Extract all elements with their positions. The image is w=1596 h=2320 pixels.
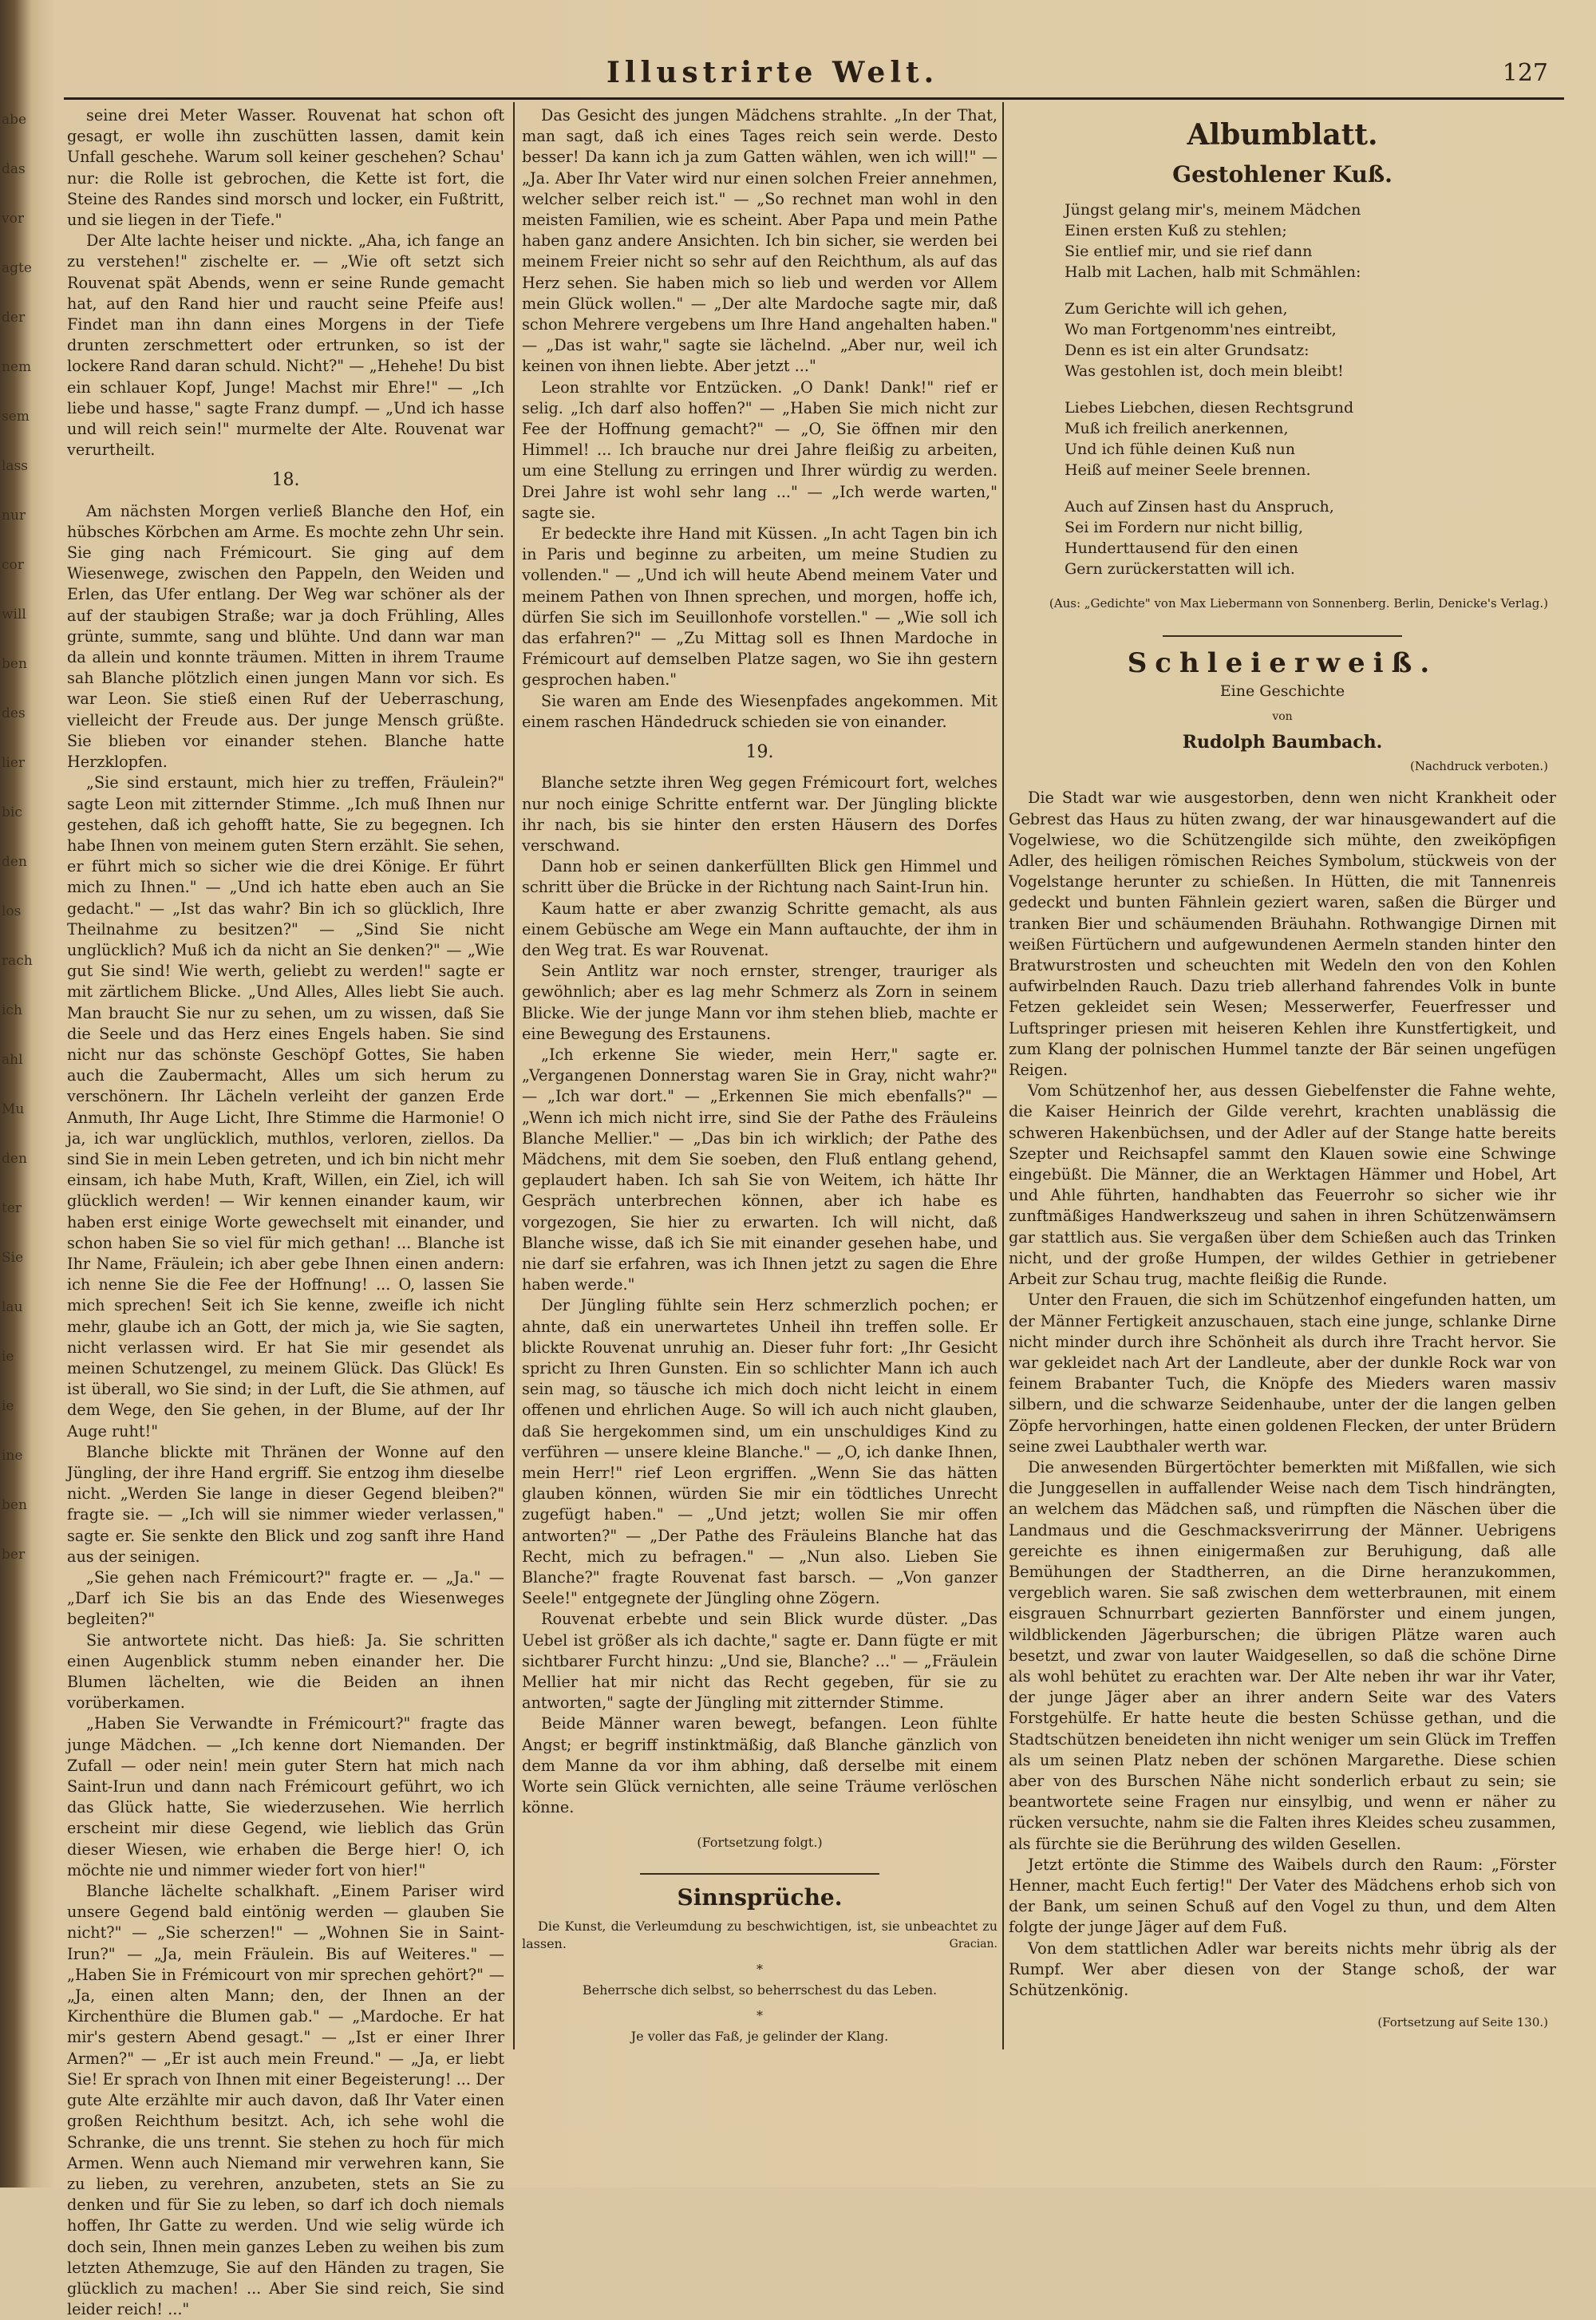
margin-fragment: rach — [2, 953, 33, 969]
col2-section-19-text — [522, 773, 998, 1818]
poem-line: Einen ersten Kuß zu stehlen; — [1065, 222, 1287, 240]
star-separator: * — [757, 2008, 763, 2024]
poem-line: Sei im Fordern nur nicht billig, — [1065, 519, 1304, 537]
column-divider-2 — [1002, 102, 1004, 2049]
paragraph: „Ich erkenne Sie wieder, mein Herr," sagte er. „Vergangenen Donnerstag waren Sie in Gray, nicht wahr?" — „Ich war dort." — „Erkennen Sie mich ebenfalls?" — „Wenn ich mich nicht irre, sind Sie der Pathe des Fräuleins Blanche Mellier." — „Das bin ich wirklich; der Pathe des Mädchens, mit dem Sie soeben, den Fluß entlang gehend, geplaudert haben. Ich sah Sie von Weitem, ich hätte Ihr Gespräch unterbrechen können, aber ich habe es vorgezogen, Sie hier zu erwarten. Ich will nicht, daß Blanche wisse, daß ich Sie mit einander gesehen habe, und nie darf sie erfahren, was ich Ihnen jetzt zu sagen die Ehre haben werde." — [522, 1045, 998, 1294]
aphorism-text: Beherrsche dich selbst, so beherrschest du das Leben. — [582, 1982, 938, 1998]
continuation-note: (Fortsetzung folgt.) — [697, 1835, 823, 1851]
poem-line: Gern zurückerstatten will ich. — [1065, 560, 1295, 579]
poem-line: Denn es ist ein alter Grundsatz: — [1065, 342, 1310, 360]
paragraph: Der Jüngling fühlte sein Herz schmerzlich pochen; er ahnte, daß ein unerwartetes Unheil ihn treffen solle. Er blickte Rouvenat unruhig an. Dieser fuhr fort: „Ihr Gesicht spricht zu Ihren Gunsten. Ein so schlichter Mann ich auch sein mag, so täusche ich mich doch nicht leicht in einem offenen und ehrlichen Auge. So will ich auch nicht glauben, daß Sie hergekommen sind, um ein unschuldiges Kind zu verführen — unsere kleine Blanche." — „O, ich danke Ihnen, mein Herr!" rief Leon ergriffen. „Wenn Sie das hätten glauben können, würden Sie mir ein tödtliches Unrecht zugefügt haben." — „Und jetzt; wollen Sie mir offen antworten?" — „Der Pathe des Fräuleins Blanche hat das Recht, mich zu befragen." — „Nun also. Lieben Sie Blanche?" fragte Rouvenat fast barsch. — „Von ganzer Seele!" entgegnete der Jüngling ohne Zögern. — [522, 1296, 998, 1608]
margin-fragment: ich — [2, 1002, 22, 1018]
separator-rule — [640, 1873, 879, 1875]
margin-fragment: will — [2, 607, 26, 622]
aphorism-author: Gracian. — [949, 1937, 998, 1950]
paragraph: Die Stadt war wie ausgestorben, denn wen nicht Krankheit oder Gebrest das Haus zu hüten zwang, der war hinausgewandert auf die Vogelwiese, wo die Schützengilde sich mühte, den zweiköpfigen Adler, des heiligen römischen Reiches Symbolum, stückweis von der Vogelstange herunter zu schießen. In Hütten, die mit Tannenreis gedeckt und bunten Fähnlein geziert waren, saßen die Bürger und tranken Bier und schäumenden Bräuhahn. Rothwangige Dirnen mit weißen Fürtüchern und aufgewundenen Aermeln standen hinter den Bratwurstrosten und scheuchten mit Wedeln den von den Kohlen aufwirbelnden Rauch. Dazu trieb allerhand fahrendes Volk in bunte Fetzen gekleidet sein Wesen; Messerwerfer, Feuerfresser und Luftspringer priesen mit heiseren Kehlen ihre Kunstfertigkeit, und zum Klang der polnischen Hummel tanzte der Bär seinen ungefügen Reigen. — [1009, 788, 1556, 1080]
aphorism — [522, 1918, 998, 1953]
poem-line: Wo man Fortgenomm'nes eintreibt, — [1065, 321, 1337, 339]
paragraph: Unter den Frauen, die sich im Schützenhof eingefunden hatten, um der Männer Fertigkeit anzuschauen, stach eine junge, schlanke Dirne nicht minder durch ihre Schönheit als durch ihre Tracht hervor. Sie war gekleidet nach Art der Landleute, aber der dunkle Rock war von feinem Brabanter Tuch, die Knöpfe des Mieders waren massiv silbern, und die schwarze Seidenhaube, unter der die langen gelben Zöpfe hervorhingen, hatte einen goldenen Flecken, der unter Brüdern seine zwei Laubthaler werth war. — [1009, 1290, 1556, 1456]
section-number-19: 19. — [745, 742, 774, 763]
poem-line: Zum Gerichte will ich gehen, — [1065, 300, 1288, 318]
margin-fragment: ahl — [2, 1052, 23, 1068]
margin-fragment: bic — [2, 804, 22, 820]
margin-fragment: lau — [2, 1299, 23, 1315]
paragraph: Sie antwortete nicht. Das hieß: Ja. Sie schritten einen Augenblick stumm neben einander her. Die Blumen lächelten, wie die Beiden an ihnen vorüberkamen. — [67, 1630, 504, 1713]
separator-rule-right — [1163, 635, 1402, 637]
star-separator: * — [757, 1961, 763, 1977]
margin-fragment: ter — [2, 1200, 22, 1216]
margin-fragment: ber — [2, 1547, 26, 1563]
paragraph: Am nächsten Morgen verließ Blanche den Hof, ein hübsches Körbchen am Arme. Es mochte zehn Uhr sein. Sie ging nach Frémicourt. Sie ging auf dem Wiesenwege, zwischen den Pappeln, den Weiden und Erlen, das Ufer entlang. Der Weg war schöner als der auf der staubigen Straße; war ja doch Frühling, Alles grünte, summte, sang und blühte. Und dann war man da allein und konnte träumen. Mitten in ihrem Traume sah Blanche plötzlich einen jungen Mann vor sich. Es war Leon. Sie stieß einen Ruf der Ueberraschung, vielleicht der Freude aus. Der junge Mensch grüßte. Sie blieben vor einander stehen. Blanche hatte Herzklopfen. — [67, 501, 504, 772]
paragraph: Leon strahlte vor Entzücken. „O Dank! Dank!" rief er selig. „Ich darf also hoffen?" — „Haben Sie mich nicht zur Fee der Hoffnung gemacht?" — „O, Sie öffnen mir den Himmel! ... Ich brauche nur drei Jahre fleißig zu arbeiten, um eine Stellung zu erringen und Ihrer würdig zu werden. Drei Jahre ist wohl sehr lang ..." — „Ich werde warten," sagte sie. — [522, 377, 998, 522]
paragraph: „Haben Sie Verwandte in Frémicourt?" fragte das junge Mädchen. — „Ich kenne dort Niemanden. Der Zufall — oder nein! mein guter Stern hat mich nach Saint-Irun und dann nach Frémicourt geführt, wo ich das Glück hatte, Sie wiederzusehen. Wie herrlich erscheint mir diese Gegend, wie lieblich das Grün dieser Wiesen, wie erhaben die Berge hier! O, ich möchte nie und nimmer wieder fort von hier!" — [67, 1714, 504, 1879]
poem-line: Auch auf Zinsen hast du Anspruch, — [1065, 498, 1334, 516]
page-header — [64, 56, 1580, 96]
poem-line: Heiß auf meiner Seele brennen. — [1065, 461, 1311, 480]
poem-line: Sie entlief mir, und sie rief dann — [1065, 243, 1313, 261]
col2-intro-text — [522, 105, 998, 733]
aphorism-text: Je voller das Faß, je gelinder der Klang. — [630, 2029, 889, 2045]
margin-fragment: cor — [2, 557, 24, 573]
aphorism-text: Die Kunst, die Verleumdung zu beschwichtigen, ist, sie unbeachtet zu lassen. — [522, 1918, 998, 1951]
column-middle — [522, 105, 998, 2180]
margin-fragment: nem — [2, 359, 32, 375]
story-continuation: (Fortsetzung auf Seite 130.) — [1377, 2015, 1548, 2030]
margin-fragment: den — [2, 1151, 27, 1167]
margin-fragment: abe — [2, 112, 27, 128]
margin-fragment: ie — [2, 1349, 14, 1365]
margin-fragment: ben — [2, 656, 27, 672]
margin-fragment: lier — [2, 755, 26, 771]
paragraph: Blanche setzte ihren Weg gegen Frémicourt fort, welches nur noch einige Schritte entfernt war. Der Jüngling blickte ihr nach, bis sie hinter den ersten Häusern des Dorfes verschwand. — [522, 773, 998, 855]
margin-fragment: Sie — [2, 1250, 24, 1266]
page-number: 127 — [1502, 59, 1548, 87]
poem-title: Gestohlener Kuß. — [1172, 161, 1393, 188]
poem-line: Und ich fühle deinen Kuß nun — [1065, 441, 1296, 459]
margin-fragment: das — [2, 161, 26, 177]
paragraph: Er bedeckte ihre Hand mit Küssen. „In acht Tagen bin ich in Paris und beginne zu arbeiten, um meine Studien zu vollenden." — „Und ich will heute Abend meinem Vater und meinem Pathen von Ihnen sprechen, und morgen, hoffe ich, dürfen Sie sich im Seuillonhofe vorstellen." — „Wie soll ich das erfahren?" — „Zu Mittag soll es Ihnen Mardoche in Frémicourt auf demselben Platze sagen, wo Sie ihn gestern gesprochen haben." — [522, 524, 998, 690]
poem-line: Liebes Liebchen, diesen Rechtsgrund — [1065, 399, 1354, 417]
paragraph: Das Gesicht des jungen Mädchens strahlte. „In der That, man sagt, daß ich eines Tages reich sein werde. Desto besser! Da kann ich ja zum Gatten wählen, wen ich will!" — „Ja. Aber Ihr Vater wird nur einen solchen Freier annehmen, welcher selber reich ist." — „So rechnet man wohl in den meisten Familien, wie es scheint. Aber Papa und mein Pathe haben ganz andere Ansichten. Ich bin sicher, sie werden bei meinem Freier nicht so sehr auf den Reichthum, als auf das Herz sehen. Sie haben mich so lieb und werden vor Allem mein Glück wollen." — „Der alte Mardoche sagte mir, daß schon Mehrere vergebens um Ihre Hand angehalten haben." — „Das ist wahr," sagte sie lächelnd. „Aber nur, weil ich keinen von ihnen liebte. Aber jetzt ..." — [522, 106, 998, 376]
paragraph: Jetzt ertönte die Stimme des Waibels durch den Raum: „Förster Henner, macht Euch fertig!" Der Vater des Mädchens erhob sich von der Bank, um seinen Schuß auf den Vogel zu thun, und dem Alten folgte der junge Jäger auf dem Fuß. — [1009, 1855, 1556, 1937]
paragraph: Sein Antlitz war noch ernster, strenger, trauriger als gewöhnlich; aber es lag mehr Schmerz als Zorn in seinem Blicke. Wie der junge Mann vor ihm stehen blieb, machte er eine Bewegung des Erstaunens. — [522, 962, 998, 1043]
paragraph: Beide Männer waren bewegt, befangen. Leon fühlte Angst; er begriff instinktmäßig, daß Blanche gänzlich von dem Manne da vor ihm abhing, daß derselbe mit einem Worte sein Glück vernichten, alle seine Träume verlöschen könne. — [522, 1714, 998, 1817]
paragraph: Der Alte lachte heiser und nickte. „Aha, ich fange an zu verstehen!" zischelte er. — „Wie oft setzt sich Rouvenat spät Abends, wenn er seine Runde gemacht hat, auf den Rand hier und raucht seine Pfeife aus! Findet man ihn dann eines Morgens in der Tiefe drunten zerschmettert oder ertrunken, so ist der lockere Rand daran schuld. Nicht?" — „Hehehe! Du bist ein schlauer Kopf, Junge! Machst mir Ehre!" — „Ich liebe und hasse," sagte Franz dumpf. — „Und ich hasse und will reich sein!" murmelte der Alte. Rouvenat war verurtheilt. — [67, 231, 504, 460]
poem-line: Hunderttausend für den einen — [1065, 539, 1298, 558]
margin-fragment: der — [2, 310, 26, 326]
paragraph: „Sie sind erstaunt, mich hier zu treffen, Fräulein?" sagte Leon mit zitternder Stimme. „Ich muß Ihnen nur gestehen, daß ich gehofft hatte, Sie zu begegnen. Ich habe Ihnen von meinem guten Stern erzählt. Sie sehen, er führt mich so sicher wie die drei Könige. Er führt mich zu Ihnen." — „Und ich hatte eben auch an Sie gedacht." — „Ist das wahr? Bin ich so glücklich, Ihre Theilnahme zu besitzen?" — „Sind Sie nicht unglücklich? Muß ich da nicht an Sie denken?" — „Wie gut Sie sind! Wie werth, geliebt zu werden!" sagte er mit zärtlichem Blicke. „Und Alles, Alles liebt Sie auch. Man braucht Sie nur zu sehen, um zu wissen, daß Sie die Seele und das Herz eines Engels haben. Sie sind nicht nur das schönste Geschöpf Gottes, Sie haben auch die Zaubermacht, Alles um sich herum zu verschönern. Ihr Lächeln verleiht der ganzen Erde Anmuth, Ihr Auge Licht, Ihre Stimme die Harmonie! O ja, ich war unglücklich, muthlos, verloren, ziellos. Da sind Sie in mein Leben getreten, und ich bin nicht mehr einsam, ich habe Muth, Kraft, Willen, ein Ziel, ich will glücklich werden! — Wir kennen einander kaum, wir haben erst einige Worte gewechselt mit einander, und schon haben Sie so viel für mich gethan! ... Blanche ist Ihr Name, Fräulein; ich aber gebe Ihnen einen andern: ich nenne Sie die Fee der Hoffnung! ... O, lassen Sie mich sprechen! Seit ich Sie kenne, zweifle ich nicht mehr, glaube ich an Gott, der mich ja, wie Sie sagten, nicht verlassen wird. Er hat Sie mir gesendet als meinen Schutzengel, zu meinem Glück. Das Glück! Es ist überall, wo Sie sind; in der Luft, die Sie athmen, auf dem Wege, den Sie gehen, in der Blume, auf der Ihr Auge ruht!" — [67, 773, 504, 1441]
column-right — [1009, 105, 1556, 2180]
margin-fragment: Mu — [2, 1101, 25, 1117]
paragraph: Rouvenat erbebte und sein Blick wurde düster. „Das Uebel ist größer als ich dachte," sagte er. Dann fügte er mit sichtbarer Furcht hinzu: „Und sie, Blanche? ..." — „Fräulein Mellier hat mir nicht das Recht gegeben, für sie zu antworten," sagte der Jüngling mit zitternder Stimme. — [522, 1610, 998, 1713]
poem-stanza — [1065, 298, 1556, 381]
margin-fragment: ie — [2, 1398, 14, 1414]
margin-fragment: ine — [2, 1448, 23, 1464]
story-text — [1009, 788, 1556, 2001]
paragraph: Von dem stattlichen Adler war bereits nichts mehr übrig als der Rumpf. Wer aber diesen von der Stange schoß, der war Schützenkönig. — [1009, 1939, 1556, 1999]
header-rule — [64, 97, 1564, 100]
margin-fragment: nur — [2, 508, 26, 524]
poem-line: Was gestohlen ist, doch mein bleibt! — [1065, 362, 1344, 381]
margin-fragment: los — [2, 903, 22, 919]
paragraph: Die anwesenden Bürgertöchter bemerkten mit Mißfallen, wie sich die Junggesellen in auffallender Weise nach dem Tisch hindrängten, an welchem das Mädchen saß, und rümpften die Näschen über die Landmaus und die Geschmacksverirrung der Männer. Uebrigens gereichte es ihnen einigermaßen zur Beruhigung, daß alle Bemühungen der Stadtherren, an die Dirne heranzukommen, vergeblich waren. Sie saß zwischen dem wetterbraunen, mit einem eisgrauen Schnurrbart gezierten Bannförster und einem jungen, wildblickenden Jägerburschen; die übrigen Plätze waren auch besetzt, und zwar von lauter Waidgesellen, so daß die schöne Dirne als wohl behütet zu erachten war. Der Alte neben ihr war ihr Vater, der junge Jäger aber an ihrer andern Seite war des Vaters Forstgehülfe. Er hatte heute die besten Schüsse gethan, und die Stadtschützen beneideten ihn nicht weniger um sein Glück im Treffen als um seinen Platz neben der schönen Margarethe. Diese schien aber von des Burschen Nähe nicht sonderlich erbaut zu sein; sie beantwortete seine Fragen nur einsylbig, und wenn er näher zu rücken versuchte, nahm sie die Falten ihres Kleides scheu zusammen, als fürchte sie die Berührung des wilden Gesellen. — [1009, 1457, 1556, 1853]
aphorism — [522, 1982, 998, 1999]
paragraph: Blanche lächelte schalkhaft. „Einem Pariser wird unsere Gegend bald eintönig werden — glauben Sie nicht?" — „Sie scherzen!" — „Wohnen Sie in Saint-Irun?" — „Ja, mein Fräulein. Bis auf Weiteres." — „Haben Sie in Frémicourt von mir sprechen gehört?" — „Ja, einen alten Mann; den, der Ihnen an der Kirchenthüre die Blumen gab." — „Mardoche. Er hat mir's gestern Abend gesagt." — „Ist er einer Ihrer Armen?" — „Er ist auch mein Freund." — „Ja, er liebt Sie! Er sprach von Ihnen mit einer Begeisterung! ... Der gute Alte erzählte mir auch davon, daß Ihr Vater einen großen Reichthum besitzt. Ach, ich sehe wohl die Schranke, die uns trennt. Sie stehen zu hoch für mich Armen. Wenn auch Niemand mir verwehren kann, Sie zu lieben, zu verehren, anzubeten, stets an Sie zu denken und für Sie zu leben, so darf ich doch niemals hoffen, Ihr Gatte zu werden. Und wie selig würde ich doch sein, Ihnen mein ganzes Leben zu weihen bis zum letzten Athemzuge, Sie auf den Händen zu tragen, Sie glücklich zu machen! ... Aber Sie sind reich, Sie sind leider reich! ..." — [67, 1882, 504, 2319]
column-left — [67, 105, 504, 2319]
margin-fragment: den — [2, 854, 27, 870]
paragraph: seine drei Meter Wasser. Rouvenat hat schon oft gesagt, er wolle ihn zuschütten lassen, damit kein Unfall geschehe. Warum soll keiner geschehen? Schau' nur: die Rolle ist gebrochen, die Kette ist fort, die Steine des Randes sind morsch und locker, ein Fußtritt, und sie liegen in der Tiefe." — [67, 106, 504, 230]
reprint-note: (Nachdruck verboten.) — [1409, 759, 1548, 774]
poem-stanza — [1065, 200, 1556, 283]
poem-line: Halb mit Lachen, halb mit Schmählen: — [1065, 263, 1361, 282]
margin-fragment: ben — [2, 1497, 27, 1513]
poem-body — [1065, 200, 1556, 579]
sinnsprueche-title: Sinnsprüche. — [677, 1883, 843, 1911]
margin-fragment: vor — [2, 211, 24, 227]
left-margin-fragments — [0, 0, 48, 2188]
sinnsprueche-list — [522, 1918, 998, 2045]
paragraph: Kaum hatte er aber zwanzig Schritte gemacht, als aus einem Gebüsche am Wege ein Mann auftauchte, der ihm in den Weg trat. Es war Rouvenat. — [522, 899, 998, 959]
poem-stanza — [1065, 397, 1556, 480]
column-divider-1 — [513, 102, 515, 2049]
poem-line: Jüngst gelang mir's, meinem Mädchen — [1065, 201, 1361, 219]
margin-fragment: des — [2, 705, 26, 721]
col1-intro-text — [67, 105, 504, 460]
story-author: Rudolph Baumbach. — [1182, 732, 1383, 753]
poem-line: Muß ich freilich anerkennen, — [1065, 420, 1289, 438]
margin-fragment: sem — [2, 409, 30, 425]
poem-stanza — [1065, 496, 1556, 579]
story-subtitle: Eine Geschichte — [1219, 682, 1345, 700]
paragraph: „Sie gehen nach Frémicourt?" fragte er. — „Ja." — „Darf ich Sie bis an das Ende des Wiesenweges begleiten?" — [67, 1568, 504, 1629]
aphorism — [522, 2028, 998, 2045]
paragraph: Dann hob er seinen dankerfüllten Blick gen Himmel und schritt über die Brücke in der Richtung nach Saint-Irun hin. — [522, 857, 998, 897]
story-von: von — [1272, 709, 1293, 723]
albumblatt-title: Albumblatt. — [1187, 118, 1378, 152]
margin-fragment: lass — [2, 458, 29, 474]
section-number-18: 18. — [271, 470, 300, 491]
paragraph: Blanche blickte mit Thränen der Wonne auf den Jüngling, der ihre Hand ergriff. Sie entzog ihm dieselbe nicht. „Werden Sie lange in dieser Gegend bleiben?" fragte sie. — „Ich will sie nimmer wieder verlassen," sagte er. Sie senkte den Blick und zog sanft ihre Hand aus der seinigen. — [67, 1442, 504, 1566]
masthead-title: Illustrirte Welt. — [606, 56, 939, 89]
margin-fragment: agte — [2, 260, 32, 276]
poem-credit: (Aus: „Gedichte" von Max Liebermann von Sonnenberg. Berlin, Denicke's Verlag.) — [1049, 596, 1548, 611]
paragraph: Vom Schützenhof her, aus dessen Giebelfenster die Fahne wehte, die Kaiser Heinrich der Gilde verehrt, krachten unablässig die schweren Hakenbüchsen, und der Adler auf der Stange hatte bereits Szepter und Reichsapfel sammt den Klauen sowie eine Schwinge eingebüßt. Die Männer, die an Werktagen Hämmer und Hobel, Art und Ahle führten, handhabten das Feuerrohr so sicher wie ihr zunftmäßiges Handwerkszeug und sahen in ihren Schützenwämsern gar stattlich aus. Sie vergaßen über dem Schießen auch das Trinken nicht, und der große Humpen, der wildes Gethier in getriebener Arbeit zur Schau trug, machte fleißig die Runde. — [1009, 1081, 1556, 1289]
paragraph: Sie waren am Ende des Wiesenpfades angekommen. Mit einem raschen Händedruck schieden sie von einander. — [522, 691, 998, 731]
story-title: Schleierweiß. — [1127, 647, 1438, 680]
col1-section-18-text — [67, 501, 504, 2320]
